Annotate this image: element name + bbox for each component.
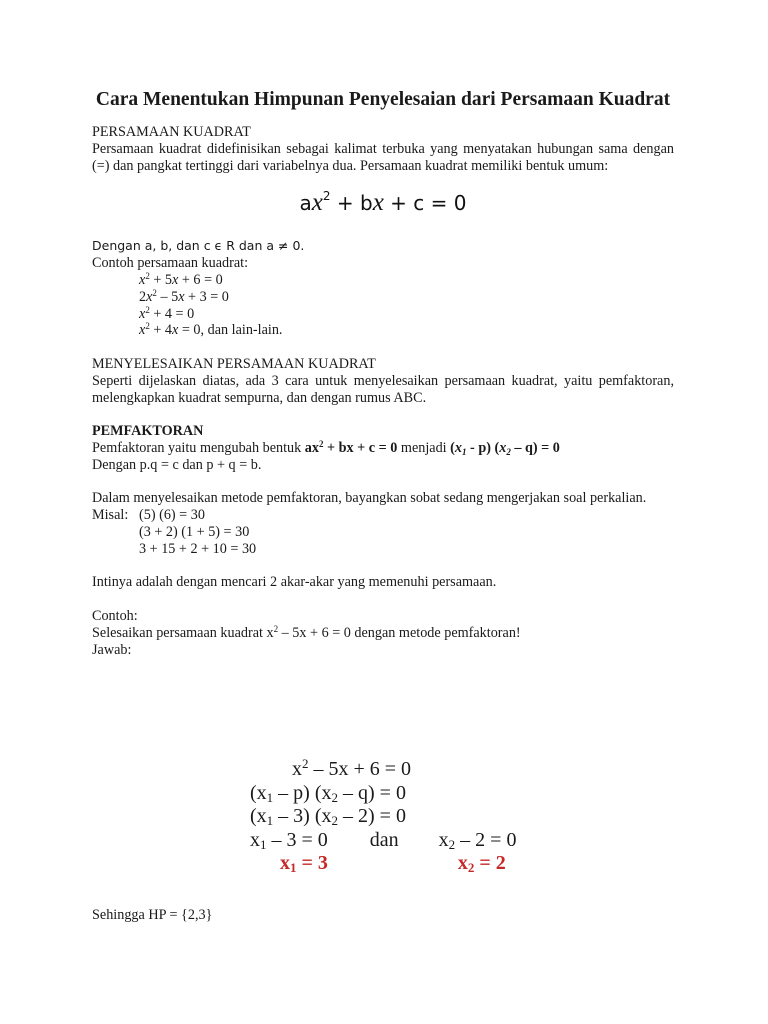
pq-condition: Dengan p.q = c dan p + q = b. bbox=[92, 456, 262, 473]
condition-line: Dengan a, b, dan c ϵ R dan a ≠ 0. bbox=[92, 238, 305, 254]
misal-block bbox=[92, 507, 674, 557]
formula-x: x bbox=[311, 189, 323, 217]
example-label: Contoh: bbox=[92, 607, 138, 624]
section-heading-menyelesaikan: MENYELESAIKAN PERSAMAAN KUADRAT bbox=[92, 355, 376, 372]
work-line-1: $x^2 - 5x + 6 = 0$ bbox=[292, 756, 412, 780]
work-line-5-roots bbox=[250, 852, 516, 876]
formula-exponent: 2 bbox=[322, 189, 331, 204]
work-line-4: $x_1 - 3 = 0$ dan $x_2 - 2 = 0$ bbox=[250, 828, 517, 852]
document-body bbox=[92, 88, 674, 658]
work-line-2: $(x_1 - p)$ $(x_2 - q) = 0$ bbox=[250, 781, 406, 805]
summary-line: Intinya adalah dengan mencari 2 akar-akar yang memenuhi persamaan. bbox=[92, 574, 497, 591]
work-line-3: $(x_1 - 3)$ $(x_2 - 2) = 0$ bbox=[250, 805, 406, 828]
root-x2: $x_2 = 2$ bbox=[457, 852, 506, 875]
misal-lines bbox=[139, 507, 256, 557]
general-form-formula bbox=[92, 190, 674, 216]
example-list bbox=[92, 272, 674, 339]
example-equation: $x^2 + 4x = 0$, dan lain-lain. bbox=[139, 321, 283, 339]
page-title: Cara Menentukan Himpunan Penyelesaian dari Persamaan Kuadrat bbox=[95, 89, 671, 110]
formula-b-term: + b bbox=[330, 191, 373, 216]
definition-paragraph: Persamaan kuadrat didefinisikan sebagai kalimat terbuka yang menyatakan hubungan sama dengan (=) dan pangkat tertinggi dari variabelnya dua. Persamaan kuadrat memiliki bentuk umum: bbox=[92, 140, 674, 174]
example-equation: $x^2 + 5x + 6 = 0$ bbox=[139, 270, 223, 288]
answer-label: Jawab: bbox=[92, 641, 132, 658]
formula-a: a bbox=[299, 191, 312, 216]
section-heading-pemfaktoran: PEMFAKTORAN bbox=[92, 423, 204, 440]
misal-line: 3 + 15 + 2 + 10 = 30 bbox=[139, 540, 257, 557]
methods-paragraph: Seperti dijelaskan diatas, ada 3 cara untuk menyelesaikan persamaan kuadrat, yaitu pemfaktoran, melengkapkan kuadrat sempurna, dan dengan rumus ABC. bbox=[92, 372, 674, 406]
misal-label: Misal: bbox=[92, 507, 129, 524]
example-problem: Selesaikan persamaan kuadrat $x^2 - 5x + 6 = 0$ dengan metode pemfaktoran! bbox=[92, 623, 521, 641]
example-equation: $2x^2 - 5x + 3 = 0$ bbox=[139, 287, 229, 305]
section-heading-persamaan-kuadrat: PERSAMAAN KUADRAT bbox=[92, 124, 251, 140]
formula-c-term: + c = 0 bbox=[383, 191, 467, 216]
factoring-definition: Pemfaktoran yaitu mengubah bentuk $ax^2$ + bx + c = 0 menjadi $(x_1 - p)$ $(x_2 - q) = 0$ bbox=[92, 438, 560, 457]
analogy-paragraph: Dalam menyelesaikan metode pemfaktoran, bayangkan sobat sedang mengerjakan soal perkalian. bbox=[92, 490, 647, 507]
examples-label: Contoh persamaan kuadrat: bbox=[92, 255, 249, 272]
example-equation: $x^2 + 4 = 0$ bbox=[139, 304, 195, 322]
root-x1: $x_1 = 3$ bbox=[280, 852, 328, 875]
misal-line: (5) (6) = 30 bbox=[139, 507, 205, 524]
worked-solution bbox=[250, 758, 516, 876]
result-line: Sehingga HP = {2,3} bbox=[92, 907, 213, 923]
misal-line: (3 + 2) (1 + 5) = 30 bbox=[139, 523, 250, 540]
formula-x2: x bbox=[372, 189, 384, 217]
